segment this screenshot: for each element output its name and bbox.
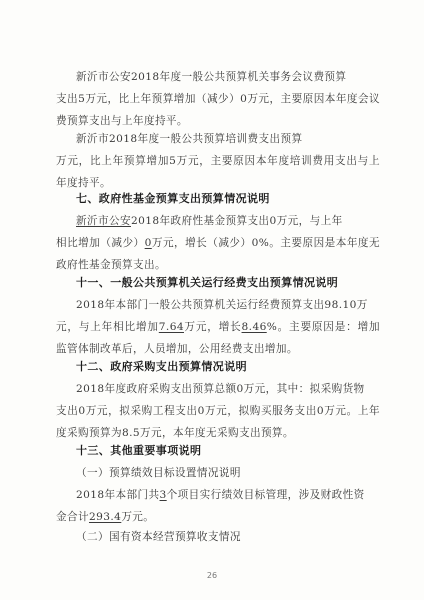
underlined-entity: 新沂市公安 [76,215,131,227]
paragraph-first-line: 2018年本部门一般公共预算机关运行经费预算支出98.10万 [76,299,368,311]
text-segment: 2018年本部门共 [76,489,160,501]
underlined-value: 0 [144,237,152,249]
paragraph-continuation: 支出0万元，拟采购工程支出0万元，拟购买服务支出0万元。上年度采购预算为8.5万元，本年度无采购支出预算。 [56,405,380,439]
underlined-value: 3 [159,489,167,501]
paragraph-continuation: 支出5万元，比上年预算增加（减少）0万元，主要原因本年度会议费预算支出与上年度持平。 [56,93,380,127]
subheading-state-capital: （二）国有资本经营预算收支情况 [76,531,241,543]
text-segment: 相比增加（减少） [56,237,145,249]
section-heading-other-matters: 十三、其他重要事项说明 [76,444,202,457]
underlined-value: 8.46 [241,321,267,333]
text-segment: 万元。 [121,511,155,523]
paragraph-government-fund [0,210,424,276]
paragraph-continuation: 万元，比上年预算增加5万元，主要原因本年度培训费用支出与上年度持平。 [56,155,380,189]
paragraph-operating-cost [0,294,424,360]
page-number: 26 [206,571,218,580]
paragraph-procurement [0,378,424,444]
underlined-value: 7.64 [158,321,184,333]
paragraph-continuation [56,232,380,276]
section-heading-operating-cost: 十一、一般公共预算机关运行经费支出预算情况说明 [76,276,339,289]
paragraph-first-line: 2018年度政府采购支出预算总额0万元，其中：拟采购货物 [76,383,365,395]
paragraph-training-fee [0,128,424,194]
text-segment: 金合计 [56,511,89,523]
underlined-value: 293.4 [88,511,122,523]
text-segment: 元，与上年相比增加 [56,321,159,333]
paragraph-meeting-fee [0,66,424,132]
subheading-performance-goals: （一）预算绩效目标设置情况说明 [76,467,241,479]
text-segment: 万元，增长 [184,321,242,333]
text-segment: 万元，增长（减少）0%。主要原因是本年度无政府性基金预算支出。 [56,237,380,271]
section-heading-procurement: 十二、政府采购支出预算情况说明 [76,360,247,373]
paragraph-performance-goals [0,484,424,528]
paragraph-continuation [56,316,380,360]
paragraph-first-line: 新沂市2018年度一般公共预算培训费支出预算 [76,133,303,145]
paragraph-first-line: 新沂市公安2018年度一般公共预算机关事务会议费预算 [76,71,347,83]
paragraph-continuation [56,506,380,528]
paragraph-first-line [76,489,365,501]
section-heading-government-fund: 七、政府性基金预算支出预算情况说明 [76,192,270,205]
text-segment: 个项目实行绩效目标管理，涉及财政性资 [166,489,365,501]
paragraph-first-line: 2018年政府性基金预算支出0万元，与上年 [130,215,343,227]
text-segment: %。主要原因是：增加监管体制改革后，人员增加，公用经费支出增加。 [56,321,380,355]
